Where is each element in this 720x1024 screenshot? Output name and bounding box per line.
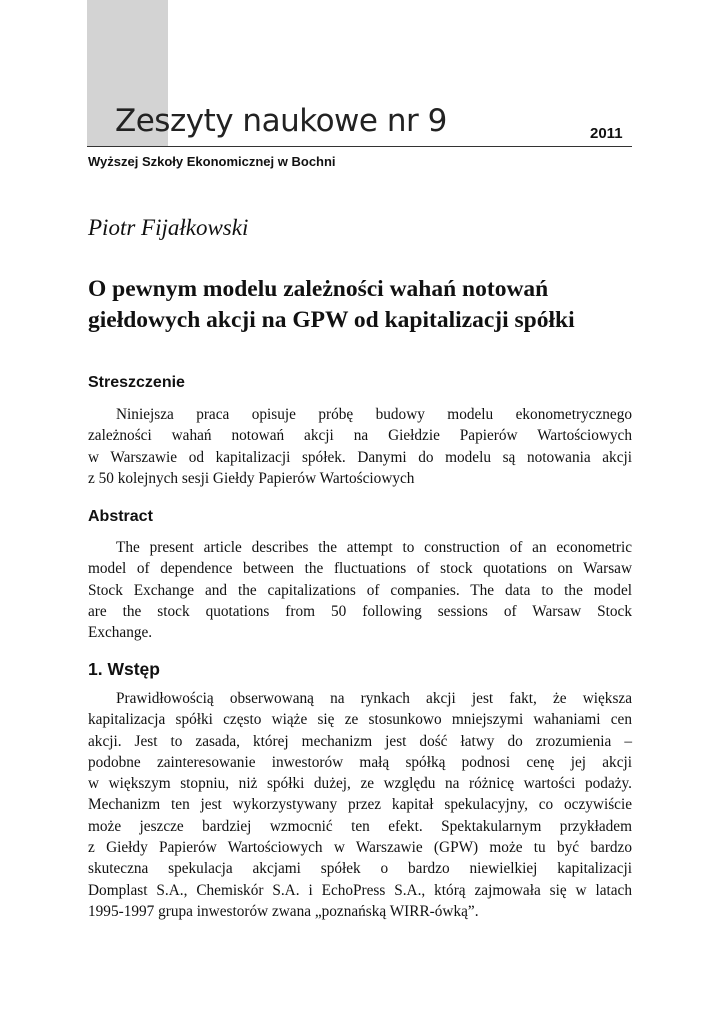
text-line: skuteczna spekulacja akcjami spółek o bardzo niewielkiej kapitalizacji [88, 860, 632, 878]
article-title-line: O pewnym modelu zależności wahań notowań [88, 276, 549, 302]
text-line: are the stock quotations from 50 following sessions of Warsaw Stock [88, 602, 632, 620]
text-line: może jeszcze bardziej wzmocnić ten efekt. Spektakularnym przykładem [88, 817, 632, 835]
author-name: Piotr Fijałkowski [88, 215, 249, 240]
school-name: Wyższej Szkoły Ekonomicznej w Bochni [88, 154, 336, 169]
abstract-heading: Abstract [88, 508, 153, 525]
text-line: w większym stopniu, niż spółki dużej, ze względu na różnicę wartości podaży. [88, 775, 632, 793]
text-line: Exchange. [88, 624, 153, 642]
text-line: z Giełdy Papierów Wartościowych w Warszawie (GPW) może tu być bardzo [88, 839, 632, 857]
text-line: w Warszawie od kapitalizacji spółek. Danymi do modelu są notowania akcji [88, 448, 632, 466]
text-line: The present article describes the attempt to construction of an econometric [116, 539, 632, 556]
text-line: Stock Exchange and the capitalizations of companies. The data to the model [88, 581, 632, 599]
text-line: Mechanizm ten jest wykorzystywany przez kapitał spekulacyjny, co oczywiście [88, 796, 632, 814]
text-line: zależności wahań notowań akcji na Giełdzie Papierów Wartościowych [88, 427, 632, 445]
article-title [88, 274, 648, 336]
text-line: Prawidłowością obserwowaną na rynkach akcji jest fakt, że większa [116, 690, 632, 707]
header-rule [87, 146, 632, 147]
text-line: z 50 kolejnych sesji Giełdy Papierów Wartościowych [88, 469, 415, 487]
text-line: akcji. Jest to zasada, której mechanizm jest dość łatwy do zrozumienia – [88, 732, 632, 750]
section-heading-wstep: 1. Wstęp [88, 659, 160, 679]
text-line: Niniejsza praca opisuje próbę budowy modelu ekonometrycznego [116, 406, 632, 423]
journal-title: Zeszyty naukowe nr 9 [115, 103, 447, 139]
text-line: model of dependence between the fluctuations of stock quotations on Warsaw [88, 560, 632, 578]
publication-year: 2011 [590, 125, 623, 142]
text-line: 1995-1997 grupa inwestorów zwana „poznańską WIRR-ówką”. [88, 902, 479, 920]
text-line: Domplast S.A., Chemiskór S.A. i EchoPress S.A., którą zajmowała się w latach [88, 881, 632, 899]
text-line: podobne zainteresowanie inwestorów małą spółką podnosi cenę jej akcji [88, 753, 632, 771]
wstep-paragraph [88, 688, 632, 922]
streszczenie-heading: Streszczenie [88, 374, 185, 391]
abstract-paragraph [88, 537, 632, 643]
article-title-line: giełdowych akcji na GPW od kapitalizacji spółki [88, 307, 575, 333]
text-line: kapitalizacja spółki często wiąże się ze stosunkowo mniejszymi wahaniami cen [88, 711, 632, 729]
streszczenie-paragraph [88, 404, 632, 489]
